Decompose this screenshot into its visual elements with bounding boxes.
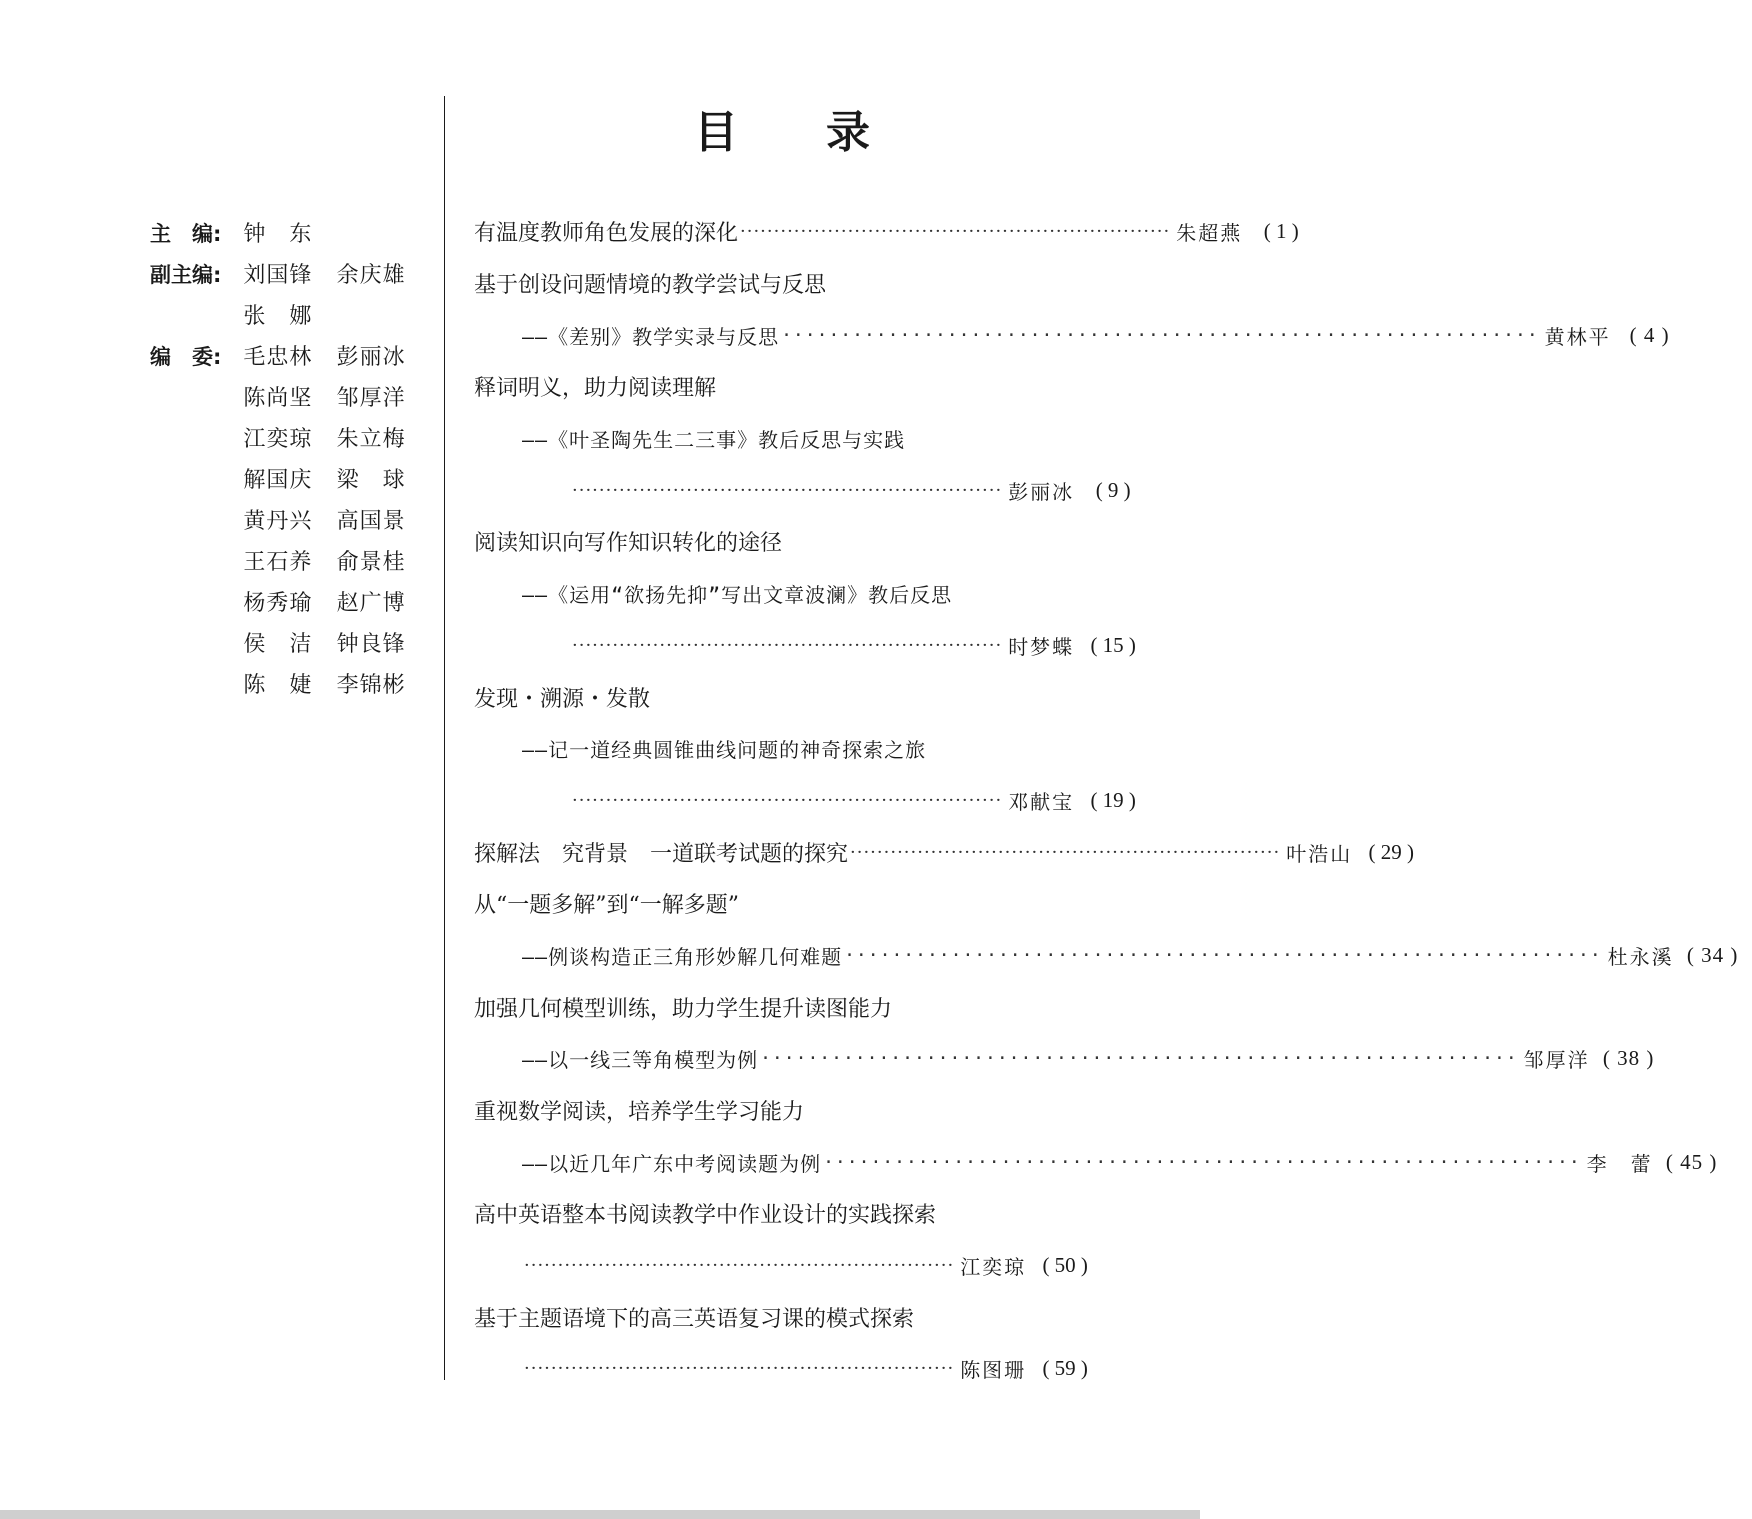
board-name: 钟 东 bbox=[243, 222, 313, 247]
toc-entry[interactable] bbox=[474, 516, 1098, 568]
entry-author: 邓献宝 bbox=[1008, 789, 1075, 814]
toc-entry-leader[interactable] bbox=[474, 1343, 1098, 1395]
entry-page: ( 9 ) bbox=[1095, 477, 1131, 502]
entry-title: 基于主题语境下的高三英语复习课的模式探索 bbox=[474, 1306, 915, 1332]
entry-page: ( 1 ) bbox=[1263, 219, 1299, 244]
toc-entry-subtitle[interactable] bbox=[474, 413, 1098, 465]
toc-entry[interactable] bbox=[474, 206, 1299, 258]
entry-title: 有温度教师角色发展的深化 bbox=[474, 221, 739, 247]
board-name: 钟良锋 bbox=[336, 632, 406, 657]
entry-author: 邹厚洋 bbox=[1523, 1048, 1590, 1073]
leader-dots: ································································ bbox=[740, 221, 1171, 243]
toc-entry-leader[interactable] bbox=[474, 1240, 1098, 1292]
leader-dots: ································································ bbox=[781, 324, 1539, 346]
board-name: 朱立梅 bbox=[336, 427, 406, 452]
entry-subtitle: ——《运用“欲扬先抑”写出文章波澜》教后反思 bbox=[522, 583, 953, 608]
board-role: 主 编: bbox=[150, 221, 222, 246]
board-row bbox=[150, 458, 430, 499]
toc-entry-leader[interactable] bbox=[474, 775, 1136, 827]
entry-title: 探解法 究背景 一道联考试题的探究 bbox=[474, 841, 849, 867]
toc-entry[interactable] bbox=[474, 361, 1098, 413]
board-name: 王石养 bbox=[243, 550, 313, 575]
toc-entry-subtitle[interactable] bbox=[474, 309, 1670, 361]
entry-page: ( 50 ) bbox=[1042, 1253, 1088, 1278]
table-of-contents bbox=[474, 206, 1739, 1395]
toc-entry[interactable] bbox=[474, 258, 1098, 310]
entry-subtitle: ——以一线三等角模型为例 bbox=[522, 1048, 759, 1073]
entry-author: 朱超燕 bbox=[1176, 221, 1243, 246]
board-row bbox=[150, 335, 430, 376]
leader-dots: ································································ bbox=[524, 1255, 955, 1277]
board-name: 刘国锋 bbox=[243, 263, 313, 288]
board-name: 张 娜 bbox=[243, 304, 313, 329]
board-row bbox=[150, 540, 430, 581]
board-row bbox=[150, 253, 430, 294]
board-row bbox=[150, 499, 430, 540]
entry-author: 彭丽冰 bbox=[1008, 479, 1075, 504]
toc-entry-leader[interactable] bbox=[474, 620, 1136, 672]
leader-dots: ································································ bbox=[572, 634, 1003, 656]
entry-author: 陈图珊 bbox=[960, 1358, 1027, 1383]
entry-page: ( 15 ) bbox=[1090, 632, 1136, 657]
toc-entry[interactable] bbox=[474, 878, 1098, 930]
vertical-divider bbox=[444, 96, 445, 1380]
board-row bbox=[150, 212, 430, 253]
toc-entry-leader[interactable] bbox=[474, 464, 1131, 516]
editorial-board bbox=[150, 212, 430, 704]
entry-page: ( 34 ) bbox=[1686, 942, 1739, 967]
entry-title: 加强几何模型训练，助力学生提升读图能力 bbox=[474, 996, 893, 1022]
entry-title: 重视数学阅读，培养学生学习能力 bbox=[474, 1100, 805, 1126]
board-name: 侯 洁 bbox=[243, 632, 313, 657]
entry-subtitle: ——《差别》教学实录与反思 bbox=[522, 324, 780, 349]
leader-dots: ································································ bbox=[524, 1358, 955, 1380]
leader-dots: ································································ bbox=[850, 841, 1281, 863]
entry-page: ( 19 ) bbox=[1090, 787, 1136, 812]
board-name: 余庆雄 bbox=[336, 263, 406, 288]
leader-dots: ································································ bbox=[572, 789, 1003, 811]
toc-entry[interactable] bbox=[474, 1085, 1098, 1137]
board-name: 赵广博 bbox=[336, 591, 406, 616]
board-row bbox=[150, 663, 430, 704]
entry-title: 释词明义，助力阅读理解 bbox=[474, 376, 717, 402]
entry-subtitle: ——《叶圣陶先生二三事》教后反思与实践 bbox=[522, 428, 906, 453]
entry-subtitle: ——以近几年广东中考阅读题为例 bbox=[522, 1151, 822, 1176]
board-name: 江奕琼 bbox=[243, 427, 313, 452]
board-name: 俞景桂 bbox=[336, 550, 406, 575]
entry-title: 高中英语整本书阅读教学中作业设计的实践探索 bbox=[474, 1203, 937, 1229]
board-name: 陈尚坚 bbox=[243, 386, 313, 411]
entry-title: 阅读知识向写作知识转化的途径 bbox=[474, 531, 783, 557]
entry-page: ( 45 ) bbox=[1665, 1149, 1718, 1174]
board-row bbox=[150, 417, 430, 458]
board-row bbox=[150, 294, 430, 335]
board-name: 彭丽冰 bbox=[336, 345, 406, 370]
entry-title: 从“一题多解”到“一解多题” bbox=[474, 893, 739, 919]
board-name: 陈 婕 bbox=[243, 673, 313, 698]
toc-entry-subtitle[interactable] bbox=[474, 1033, 1655, 1085]
board-name: 梁 球 bbox=[336, 468, 406, 493]
entry-author: 叶浩山 bbox=[1286, 841, 1353, 866]
entry-author: 杜永溪 bbox=[1607, 944, 1674, 969]
leader-dots: ································································ bbox=[760, 1048, 1518, 1070]
entry-subtitle: ——例谈构造正三角形妙解几何难题 bbox=[522, 944, 843, 969]
board-name: 邹厚洋 bbox=[336, 386, 406, 411]
toc-entry-subtitle[interactable] bbox=[474, 930, 1739, 982]
entry-title: 基于创设问题情境的教学尝试与反思 bbox=[474, 273, 827, 299]
bottom-bar bbox=[0, 1510, 1200, 1519]
entry-title: 发现・溯源・发散 bbox=[474, 686, 651, 712]
board-name: 杨秀瑜 bbox=[243, 591, 313, 616]
entry-author: 时梦蝶 bbox=[1008, 634, 1075, 659]
leader-dots: ································································ bbox=[823, 1151, 1581, 1173]
board-name: 解国庆 bbox=[243, 468, 313, 493]
entry-author: 黄林平 bbox=[1544, 324, 1611, 349]
entry-author: 江奕琼 bbox=[960, 1255, 1027, 1280]
board-name: 李锦彬 bbox=[336, 673, 406, 698]
board-name: 高国景 bbox=[336, 509, 406, 534]
leader-dots: ································································ bbox=[844, 944, 1602, 966]
toc-entry[interactable] bbox=[474, 1291, 1098, 1343]
page-title: 目 录 bbox=[694, 107, 870, 158]
toc-entry[interactable] bbox=[474, 981, 1098, 1033]
entry-page: ( 4 ) bbox=[1629, 322, 1670, 347]
toc-entry-subtitle[interactable] bbox=[474, 1136, 1718, 1188]
entry-page: ( 38 ) bbox=[1602, 1046, 1655, 1071]
board-name: 黄丹兴 bbox=[243, 509, 313, 534]
leader-dots: ································································ bbox=[572, 479, 1003, 501]
board-role: 副主编: bbox=[150, 262, 222, 287]
board-role: 编 委: bbox=[150, 344, 222, 369]
board-row bbox=[150, 581, 430, 622]
toc-entry[interactable] bbox=[474, 671, 1098, 723]
toc-entry[interactable] bbox=[474, 1188, 1098, 1240]
entry-page: ( 29 ) bbox=[1368, 839, 1414, 864]
entry-page: ( 59 ) bbox=[1042, 1356, 1088, 1381]
toc-entry[interactable] bbox=[474, 826, 1414, 878]
board-name: 毛忠林 bbox=[243, 345, 313, 370]
board-row bbox=[150, 376, 430, 417]
toc-entry-subtitle[interactable] bbox=[474, 723, 1098, 775]
entry-subtitle: ——记一道经典圆锥曲线问题的神奇探索之旅 bbox=[522, 738, 927, 763]
entry-author: 李 蕾 bbox=[1586, 1151, 1653, 1176]
board-row bbox=[150, 622, 430, 663]
toc-entry-subtitle[interactable] bbox=[474, 568, 1098, 620]
